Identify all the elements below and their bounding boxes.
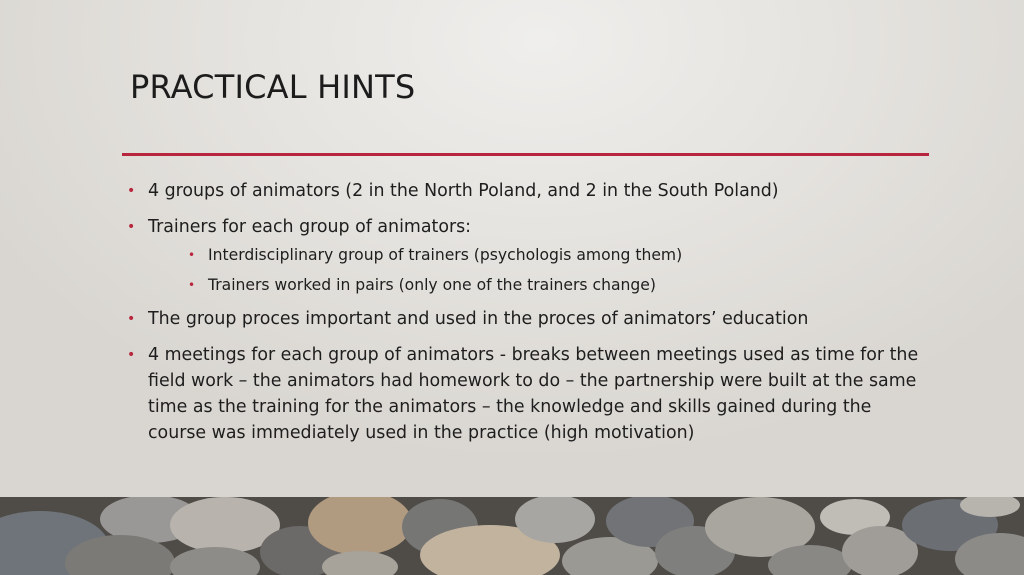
bullet-icon: •	[188, 278, 196, 292]
sub-bullet-text: Interdisciplinary group of trainers (psychologis among them)	[208, 246, 683, 264]
bullet-text: Trainers for each group of animators:	[148, 217, 472, 237]
slide-title: PRACTICAL HINTS	[130, 68, 416, 106]
bullet-text: The group proces important and used in the proces of animators’ education	[148, 309, 809, 329]
bullet-item	[127, 178, 927, 204]
sub-bullet-list	[148, 244, 927, 296]
bullet-icon: •	[127, 347, 136, 363]
bullet-text: 4 meetings for each group of animators - breaks between meetings used as time for the field work – the animators had homework to do – the partnership were built at the same time as the training for the animators – the knowledge and skills gained during the course was immediately used in the practice (high motivation)	[148, 345, 919, 443]
title-divider	[122, 153, 929, 156]
sub-bullet-item	[148, 274, 927, 296]
bullet-item	[127, 342, 927, 446]
bullet-item	[127, 214, 927, 296]
bullet-icon: •	[127, 311, 136, 327]
sub-bullet-text: Trainers worked in pairs (only one of the trainers change)	[208, 276, 656, 294]
sub-bullet-item	[148, 244, 927, 266]
bullet-list	[127, 178, 927, 446]
bullet-item	[127, 306, 927, 332]
bullet-text: 4 groups of animators (2 in the North Poland, and 2 in the South Poland)	[148, 181, 779, 201]
bullet-icon: •	[127, 219, 136, 235]
bullet-icon: •	[188, 248, 196, 262]
bullet-icon: •	[127, 183, 136, 199]
pebbles-background-image	[0, 497, 1024, 575]
